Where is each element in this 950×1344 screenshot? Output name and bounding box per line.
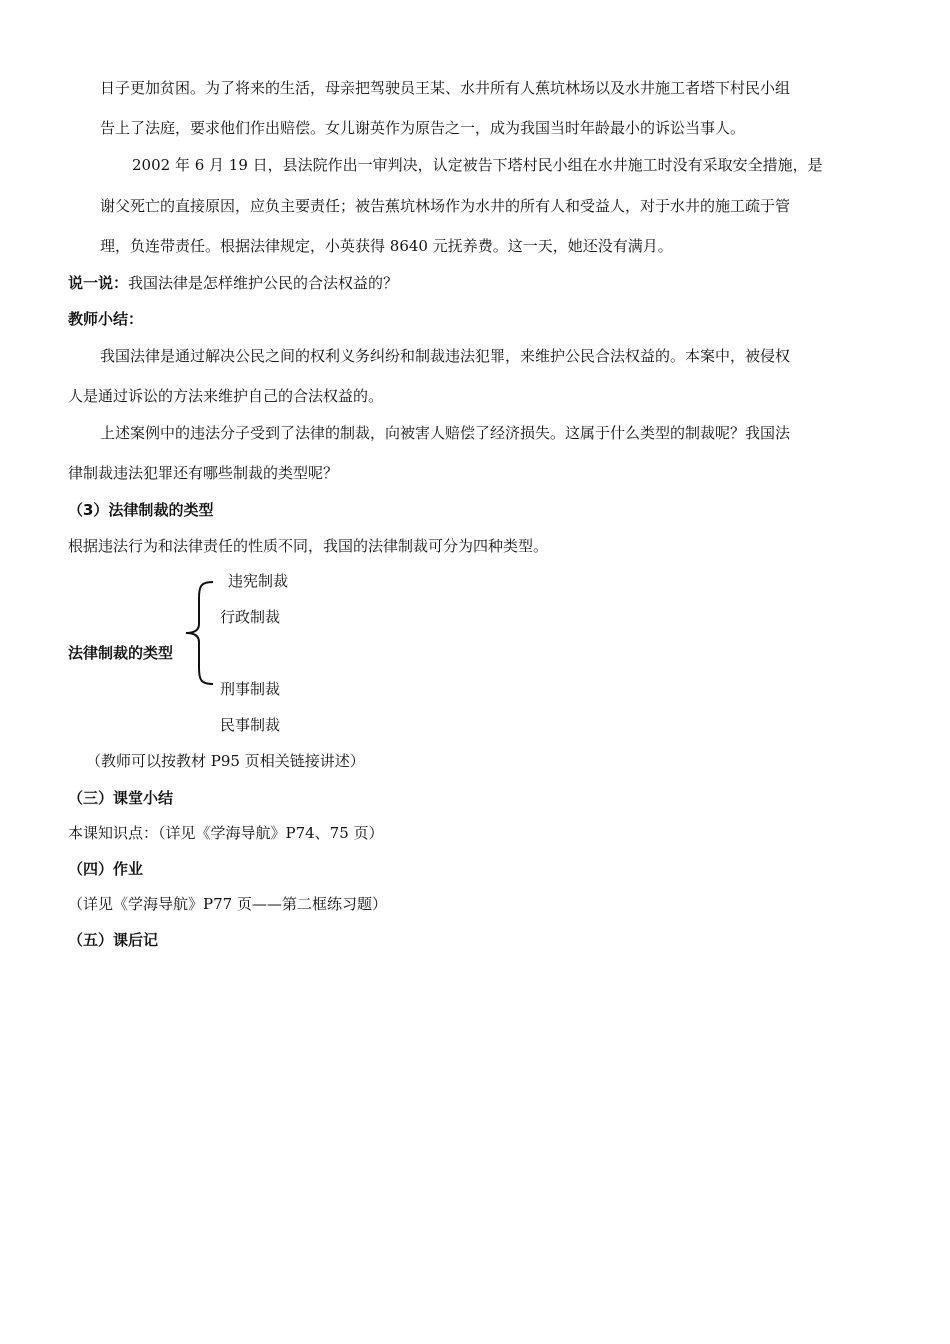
discussion [68, 273, 398, 293]
type-item-administrative: 行政制裁 [220, 608, 281, 626]
homework-text: （详见《学海导航》P77 页——第二框练习题） [68, 895, 387, 913]
story-paragraph2-line2: 谢父死亡的直接原因，应负主要责任；被告蕉坑林场作为水井的所有人和受益人，对于水井的施工疏于管 [100, 197, 791, 215]
story-paragraph2-line1: 2002 年 6 月 19 日，县法院作出一审判决，认定被告下塔村民小组在水井施工时没有采取安全措施，是 [132, 156, 823, 174]
teacher-summary-p1-line2: 人是通过诉讼的方法来维护自己的合法权益的。 [68, 387, 384, 405]
summary-text: 本课知识点：（详见《学海导航》P74、75 页） [68, 824, 384, 842]
story-paragraph2-line3: 理，负连带责任。根据法律规定，小英获得 8640 元抚养费。这一天，她还没有满月。 [100, 237, 673, 255]
teacher-summary-p1-line1: 我国法律是通过解决公民之间的权利义务纠纷和制裁违法犯罪，来维护公民合法权益的。本案中，被侵权 [100, 347, 791, 365]
discussion-question: 我国法律是怎样维护公民的合法权益的？ [128, 274, 399, 292]
diagram-label: 法律制裁的类型 [68, 644, 174, 662]
curly-brace-icon [183, 580, 217, 686]
summary-heading: （三）课堂小结 [68, 789, 174, 807]
teacher-summary-p2-line2: 律制裁违法犯罪还有哪些制裁的类型呢？ [68, 464, 339, 482]
section3-heading: （3）法律制裁的类型 [68, 501, 214, 519]
teacher-summary-label: 教师小结： [68, 310, 144, 328]
type-item-constitutional: 违宪制裁 [228, 572, 289, 590]
teacher-summary-p2-line1: 上述案例中的违法分子受到了法律的制裁，向被害人赔偿了经济损失。这属于什么类型的制裁呢？我国法 [100, 424, 791, 442]
section3-intro: 根据违法行为和法律责任的性质不同，我国的法律制裁可分为四种类型。 [68, 537, 549, 555]
type-item-criminal: 刑事制裁 [220, 680, 281, 698]
story-paragraph1-line1: 日子更加贫困。为了将来的生活，母亲把驾驶员王某、水井所有人蕉坑林场以及水井施工者塔下村民小组 [100, 79, 791, 97]
type-item-civil: 民事制裁 [220, 716, 281, 734]
homework-heading: （四）作业 [68, 860, 144, 878]
story-paragraph1-line2: 告上了法庭，要求他们作出赔偿。女儿谢英作为原告之一，成为我国当时年龄最小的诉讼当事人。 [100, 119, 746, 137]
section3-note: （教师可以按教材 P95 页相关链接讲述） [86, 752, 365, 770]
discussion-label: 说一说： [68, 274, 129, 292]
afterword-heading: （五）课后记 [68, 931, 159, 949]
